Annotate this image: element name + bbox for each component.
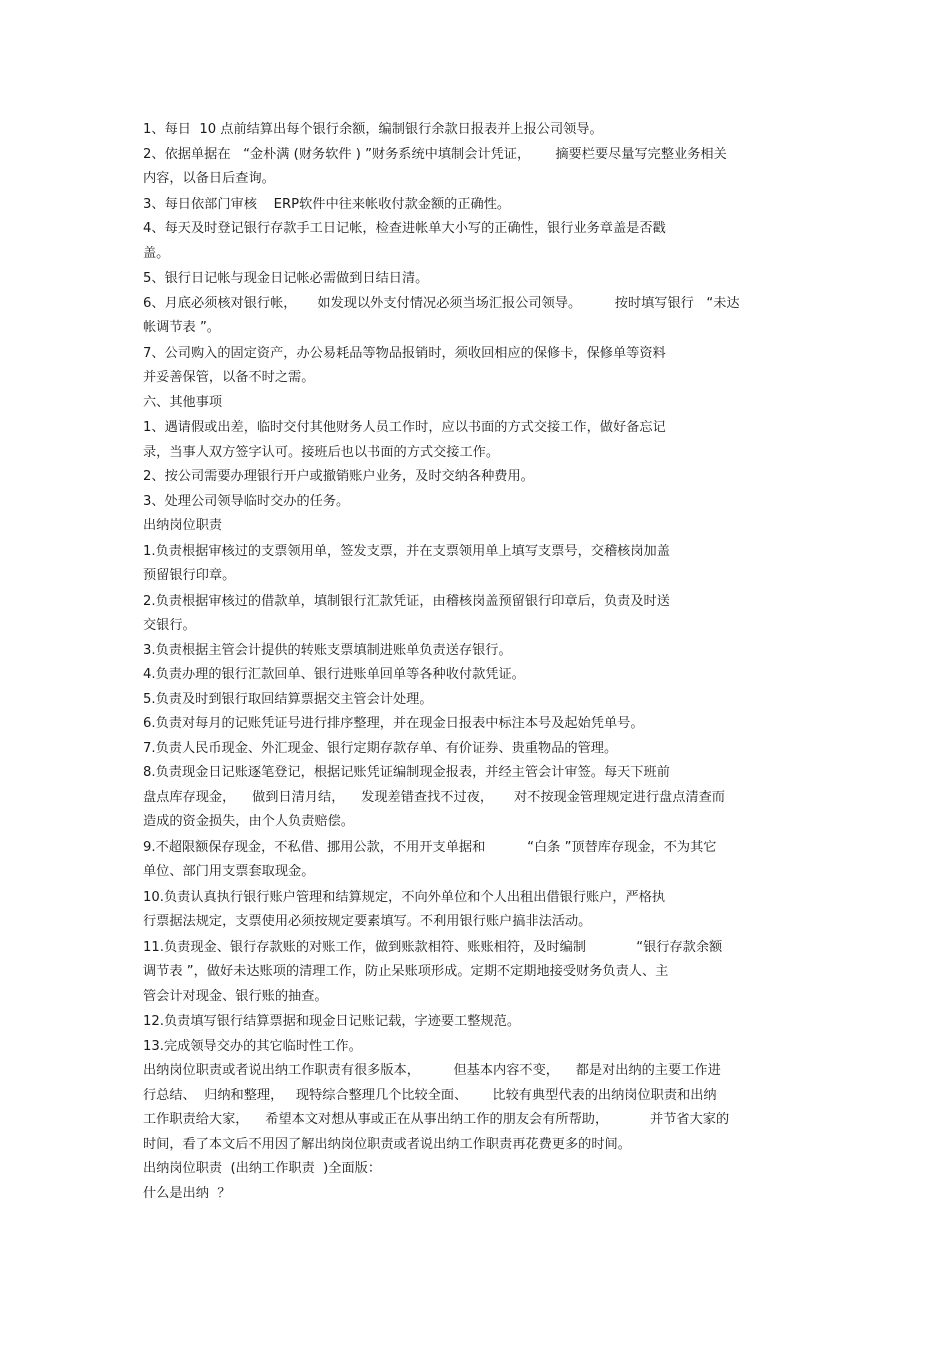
text-line: 内容，以备日后查询。	[143, 171, 275, 186]
text-line: 帐调节表 ”。	[143, 320, 220, 335]
text-line: 7、公司购入的固定资产，办公易耗品等物品报销时，须收回相应的保修卡，保修单等资料	[143, 345, 666, 361]
subheading: 出纳岗位职责 (出纳工作职责 )全面版：	[143, 1161, 382, 1176]
text-line: 1、每日 10 点前结算出每个银行余额，编制银行余款日报表并上报公司领导。	[143, 122, 603, 137]
text-line: 行票据法规定，支票使用必须按规定要素填写。不利用银行账户搞非法活动。	[143, 914, 592, 929]
text-line: 交银行。	[143, 618, 196, 633]
text-line: 造成的资金损失，由个人负责赔偿。	[143, 814, 354, 829]
text-line: 4.负责办理的银行汇款回单、银行进账单回单等各种收付款凭证。	[143, 667, 525, 682]
text-line: 录，当事人双方签字认可。接班后也以书面的方式交接工作。	[143, 444, 500, 460]
text-line: 2、按公司需要办理银行开户或撤销账户业务，及时交纳各种费用。	[143, 469, 534, 484]
text-line: 5.负责及时到银行取回结算票据交主管会计处理。	[143, 691, 433, 707]
text-line: 出纳岗位职责或者说出纳工作职责有很多版本， 但基本内容不变， 都是对出纳的主要工作进	[143, 1063, 721, 1078]
text-line: 单位、部门用支票套取现金。	[143, 864, 315, 879]
text-line: 盘点库存现金， 做到日清月结， 发现差错查找不过夜， 对不按现金管理规定进行盘点清查而	[143, 789, 725, 805]
text-line: 行总结、 归纳和整理， 现特综合整理几个比较全面、 比较有典型代表的出纳岗位职责和出纳	[143, 1087, 717, 1103]
text-line: 6.负责对每月的记账凭证号进行排序整理，并在现金日报表中标注本号及起始凭单号。	[143, 716, 644, 731]
text-line: 11.负责现金、银行存款账的对账工作，做到账款相符、账账相符，及时编制 “银行存款余额	[143, 939, 723, 955]
text-line: 5、银行日记帐与现金日记帐必需做到日结日清。	[143, 271, 429, 286]
text-line: 2.负责根据审核过的借款单，填制银行汇款凭证，由稽核岗盖预留银行印章后，负责及时送	[143, 593, 670, 609]
text-line: 盖。	[143, 245, 170, 261]
text-line: 12.负责填写银行结算票据和现金日记账记载，字迹要工整规范。	[143, 1014, 521, 1029]
text-line: 2、依据单据在 “金朴满 (财务软件 ) ”财务系统中填制会计凭证， 摘要栏要尽量写完整业务相关	[143, 146, 727, 162]
text-line: 3、处理公司领导临时交办的任务。	[143, 493, 350, 509]
text-line: 1、遇请假或出差，临时交付其他财务人员工作时，应以书面的方式交接工作，做好备忘记	[143, 420, 666, 435]
text-line: 3、每日依部门审核 ERP软件中往来帐收付款金额的正确性。	[143, 196, 511, 212]
section-heading: 出纳岗位职责	[143, 518, 223, 533]
text-line: 13.完成领导交办的其它临时性工作。	[143, 1038, 362, 1054]
document-body	[143, 118, 808, 1206]
text-line: 6、月底必须核对银行帐， 如发现以外支付情况必须当场汇报公司领导。 按时填写银行 “未达	[143, 295, 740, 311]
text-line: 3.负责根据主管会计提供的转账支票填制进账单负责送存银行。	[143, 642, 512, 658]
text-line: 8.负责现金日记账逐笔登记，根据记账凭证编制现金报表，并经主管会计审签。每天下班前	[143, 765, 670, 780]
text-line: 10.负责认真执行银行账户管理和结算规定，不向外单位和个人出租出借银行账户，严格执	[143, 889, 666, 905]
text-line: 7.负责人民币现金、外汇现金、银行定期存款存单、有价证券、贵重物品的管理。	[143, 740, 618, 756]
text-line: 时间，看了本文后不用因了解出纳岗位职责或者说出纳工作职责再花费更多的时间。	[143, 1136, 631, 1152]
text-line: 工作职责给大家， 希望本文对想从事或正在从事出纳工作的朋友会有所帮助， 并节省大家的	[143, 1112, 730, 1127]
text-line: 9.不超限额保存现金，不私借、挪用公款，不用开支单据和 “白条 ”顶替库存现金，不为其它	[143, 839, 717, 855]
text-line: 管会计对现金、银行账的抽查。	[143, 988, 328, 1004]
text-line: 预留银行印章。	[143, 568, 236, 583]
text-line: 调节表 ”，做好未达账项的清理工作，防止呆账项形成。定期不定期地接受财务负责人、主	[143, 964, 669, 979]
text-line: 1.负责根据审核过的支票领用单，签发支票，并在支票领用单上填写支票号，交稽核岗加盖	[143, 543, 670, 559]
section-heading: 六、其他事项	[143, 394, 223, 410]
question-line: 什么是出纳 ？	[143, 1185, 231, 1201]
text-line: 4、每天及时登记银行存款手工日记帐，检查进帐单大小写的正确性，银行业务章盖是否戳	[143, 221, 666, 236]
text-line: 并妥善保管，以备不时之需。	[143, 370, 315, 385]
